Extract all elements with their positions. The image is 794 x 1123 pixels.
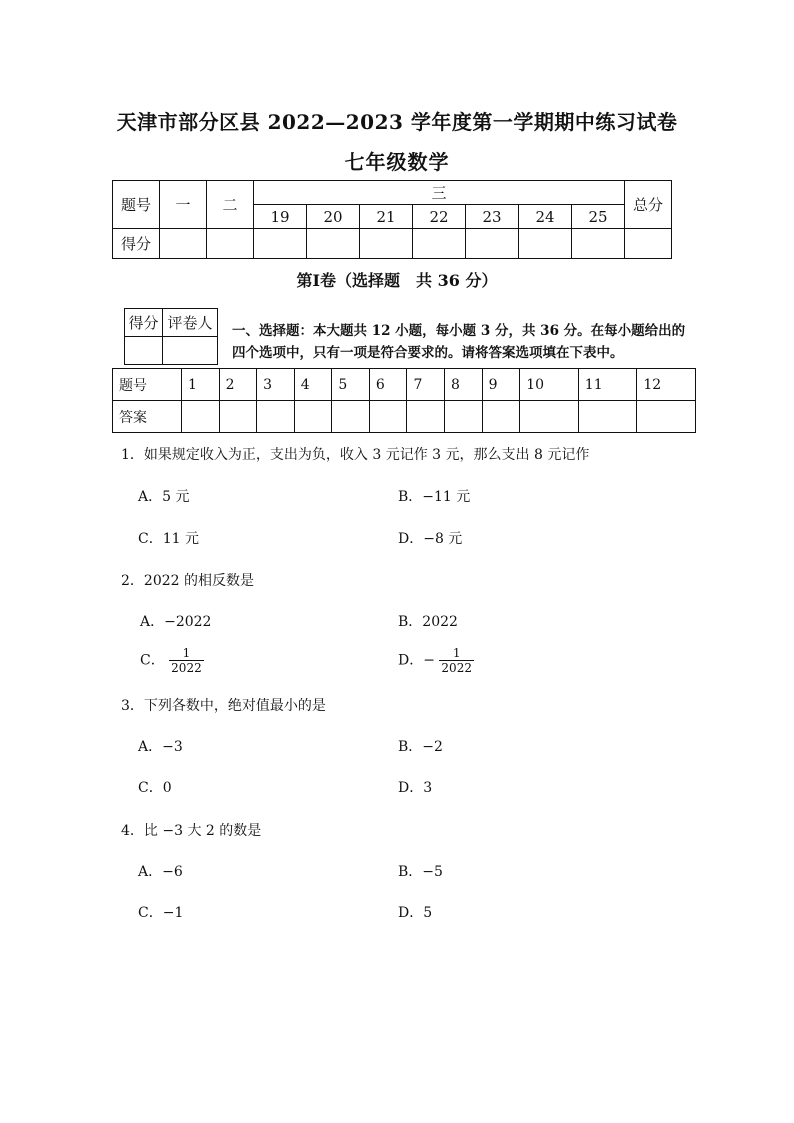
- score-table-sub-col: 19: [254, 205, 307, 229]
- question-2-option-d-label: D．−: [398, 652, 435, 669]
- question-3-option-b: B．−2: [398, 739, 443, 755]
- question-1-option-d: D．−8 元: [398, 531, 463, 547]
- answer-cell: [369, 401, 407, 433]
- score-cell: [307, 229, 360, 259]
- grader-name-cell: [163, 337, 218, 365]
- question-2-option-a: A．−2022: [140, 614, 212, 630]
- answer-cell: [182, 401, 220, 433]
- question-1-stem: 1．如果规定收入为正，支出为负，收入 3 元记作 3 元，那么支出 8 元记作: [121, 447, 590, 463]
- score-table-sub-col: 24: [519, 205, 572, 229]
- answer-table-number: 7: [407, 369, 445, 401]
- question-4-option-c: C．−1: [138, 905, 184, 921]
- score-cell: [160, 229, 207, 259]
- answer-table-number: 2: [219, 369, 257, 401]
- grader-box: [124, 308, 218, 365]
- question-2-option-c: [140, 646, 204, 675]
- score-table-total: 总分: [625, 181, 672, 229]
- score-table: [112, 180, 672, 259]
- question-3-stem: 3．下列各数中，绝对值最小的是: [121, 698, 326, 714]
- answer-table-number: 12: [637, 369, 696, 401]
- score-table-sub-col: 21: [360, 205, 413, 229]
- score-cell: [413, 229, 466, 259]
- answer-cell: [445, 401, 483, 433]
- question-4-option-b: B．−5: [398, 864, 443, 880]
- grader-score-cell: [125, 337, 163, 365]
- score-table-col-2: 二: [207, 181, 254, 229]
- question-2-option-d-fraction: [439, 646, 474, 675]
- question-4-stem: 4．比 −3 大 2 的数是: [121, 823, 262, 839]
- question-2-option-d: [398, 646, 474, 675]
- answer-table-number: 9: [482, 369, 520, 401]
- score-cell: [207, 229, 254, 259]
- grader-name-label: 评卷人: [163, 309, 218, 337]
- answer-cell: [637, 401, 696, 433]
- fraction-denominator: 2022: [171, 661, 202, 675]
- answer-cell: [257, 401, 295, 433]
- score-table-col-1: 一: [160, 181, 207, 229]
- answer-table-number-label: 题号: [113, 369, 182, 401]
- score-cell: [519, 229, 572, 259]
- question-2-option-b: B．2022: [398, 614, 458, 630]
- answer-cell: [332, 401, 370, 433]
- grader-score-label: 得分: [125, 309, 163, 337]
- answer-cell: [407, 401, 445, 433]
- score-table-col-3: 三: [254, 181, 625, 205]
- answer-cell: [578, 401, 637, 433]
- score-table-score-label: 得分: [113, 229, 160, 259]
- score-cell: [466, 229, 519, 259]
- question-3-option-a: A．−3: [138, 739, 183, 755]
- score-table-sub-col: 25: [572, 205, 625, 229]
- question-4-option-a: A．−6: [138, 864, 183, 880]
- fraction-numerator: 1: [182, 646, 191, 660]
- fraction-numerator: 1: [452, 646, 461, 660]
- answer-table: [112, 368, 696, 433]
- question-1-option-b: B．−11 元: [398, 489, 471, 505]
- answer-table-number: 6: [369, 369, 407, 401]
- page-subtitle: 七年级数学: [344, 150, 450, 174]
- answer-table-number: 5: [332, 369, 370, 401]
- answer-table-number: 1: [182, 369, 220, 401]
- score-table-header-label: 题号: [113, 181, 160, 229]
- answer-cell: [219, 401, 257, 433]
- score-cell: [254, 229, 307, 259]
- section1-instructions: 一、选择题：本大题共 12 小题，每小题 3 分，共 36 分。在每小题给出的四个选项中，只有一项是符合要求的。请将答案选项填在下表中。: [232, 323, 686, 361]
- question-3-option-c: C．0: [138, 780, 172, 796]
- answer-table-number: 11: [578, 369, 637, 401]
- answer-cell: [482, 401, 520, 433]
- part1-heading: 第Ⅰ卷（选择题 共 36 分）: [296, 271, 498, 290]
- question-3-option-d: D．3: [398, 780, 433, 796]
- question-4-option-d: D．5: [398, 905, 433, 921]
- answer-cell: [294, 401, 332, 433]
- score-cell: [572, 229, 625, 259]
- fraction-denominator: 2022: [441, 661, 472, 675]
- question-1-option-c: C．11 元: [138, 531, 199, 547]
- question-2-stem: 2．2022 的相反数是: [121, 573, 254, 589]
- score-cell: [625, 229, 672, 259]
- question-2-option-c-label: C．: [140, 652, 165, 669]
- score-table-sub-col: 23: [466, 205, 519, 229]
- score-table-sub-col: 22: [413, 205, 466, 229]
- answer-table-number: 3: [257, 369, 295, 401]
- page-title: 天津市部分区县 2022—2023 学年度第一学期期中练习试卷: [116, 110, 678, 134]
- score-table-sub-col: 20: [307, 205, 360, 229]
- answer-cell: [520, 401, 579, 433]
- answer-table-number: 8: [445, 369, 483, 401]
- answer-table-number: 4: [294, 369, 332, 401]
- question-2-option-c-fraction: [169, 646, 204, 675]
- answer-table-number: 10: [520, 369, 579, 401]
- score-cell: [360, 229, 413, 259]
- question-1-option-a: A．5 元: [138, 489, 190, 505]
- answer-table-answer-label: 答案: [113, 401, 182, 433]
